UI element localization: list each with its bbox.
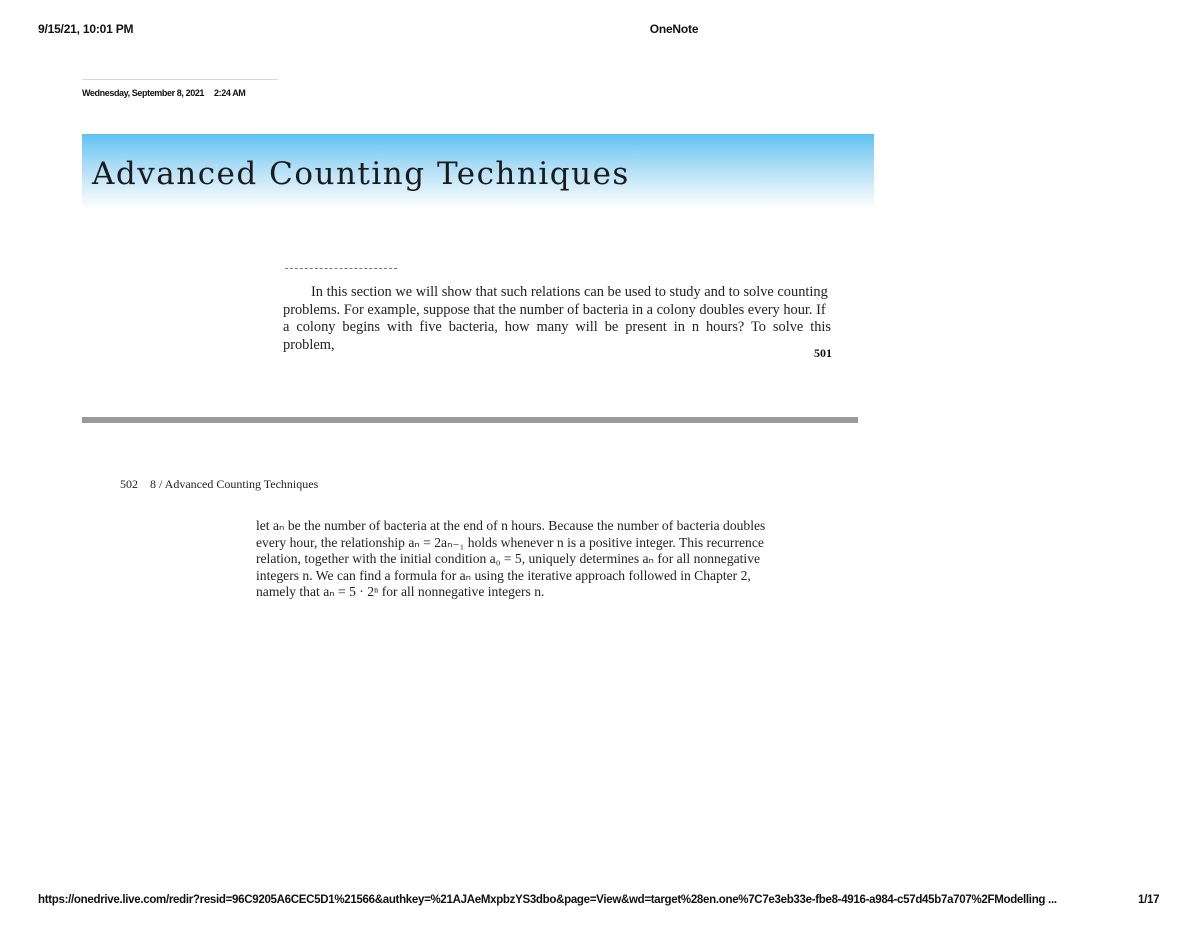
note-date: Wednesday, September 8, 2021 — [82, 88, 205, 98]
print-datetime: 9/15/21, 10:01 PM — [38, 22, 134, 36]
note-timestamp — [82, 88, 245, 98]
chapter-running-title: 8 / Advanced Counting Techniques — [150, 477, 319, 491]
running-head — [120, 477, 318, 492]
page-break-divider — [82, 417, 858, 423]
text-line: integers n. We can find a formula for aₙ using the iterative approach followed in Chapter 2, — [256, 567, 751, 583]
page-502-excerpt — [256, 518, 801, 601]
text-line: every hour, the relationship aₙ = 2aₙ₋₁ holds whenever n is a positive integer. This recurrence — [256, 534, 764, 550]
print-footer-url: https://onedrive.live.com/redir?resid=96C9205A6CEC5D1%21566&authkey=%21AJAeMxpbzYS3dbo&page=View&wd=target%28en.one%7C7e3eb33e-fbe8-4916-a984-c57d45b7a707%2FModelling ... — [38, 894, 1057, 906]
chapter-banner-image — [82, 134, 874, 210]
text-line: namely that aₙ = 5 · 2ⁿ for all nonnegative integers n. — [256, 584, 545, 599]
print-app-title: OneNote — [649, 22, 699, 36]
text-line: let aₙ be the number of bacteria at the end of n hours. Because the number of bacteria doubles — [256, 518, 766, 533]
text-line: problems. For example, suppose that the number of bacteria in a colony doubles every hour. If — [283, 301, 826, 318]
cropped-text-fragment — [285, 268, 397, 269]
text-line: a colony begins with five bacteria, how many will be present in n hours? To solve this problem, — [283, 319, 831, 353]
text-line: In this section we will show that such relations can be used to study and to solve counting — [311, 284, 828, 300]
note-time: 2:24 AM — [214, 88, 246, 98]
page-501-excerpt — [283, 284, 831, 354]
page-number-502: 502 — [120, 477, 138, 491]
text-line: relation, together with the initial condition a₀ = 5, uniquely determines aₙ for all nonnegative — [256, 551, 761, 566]
page-number-501: 501 — [814, 346, 832, 360]
chapter-title: Advanced Counting Techniques — [92, 156, 630, 192]
note-meta-divider — [82, 79, 278, 80]
print-footer-page-count: 1/17 — [1138, 894, 1160, 906]
